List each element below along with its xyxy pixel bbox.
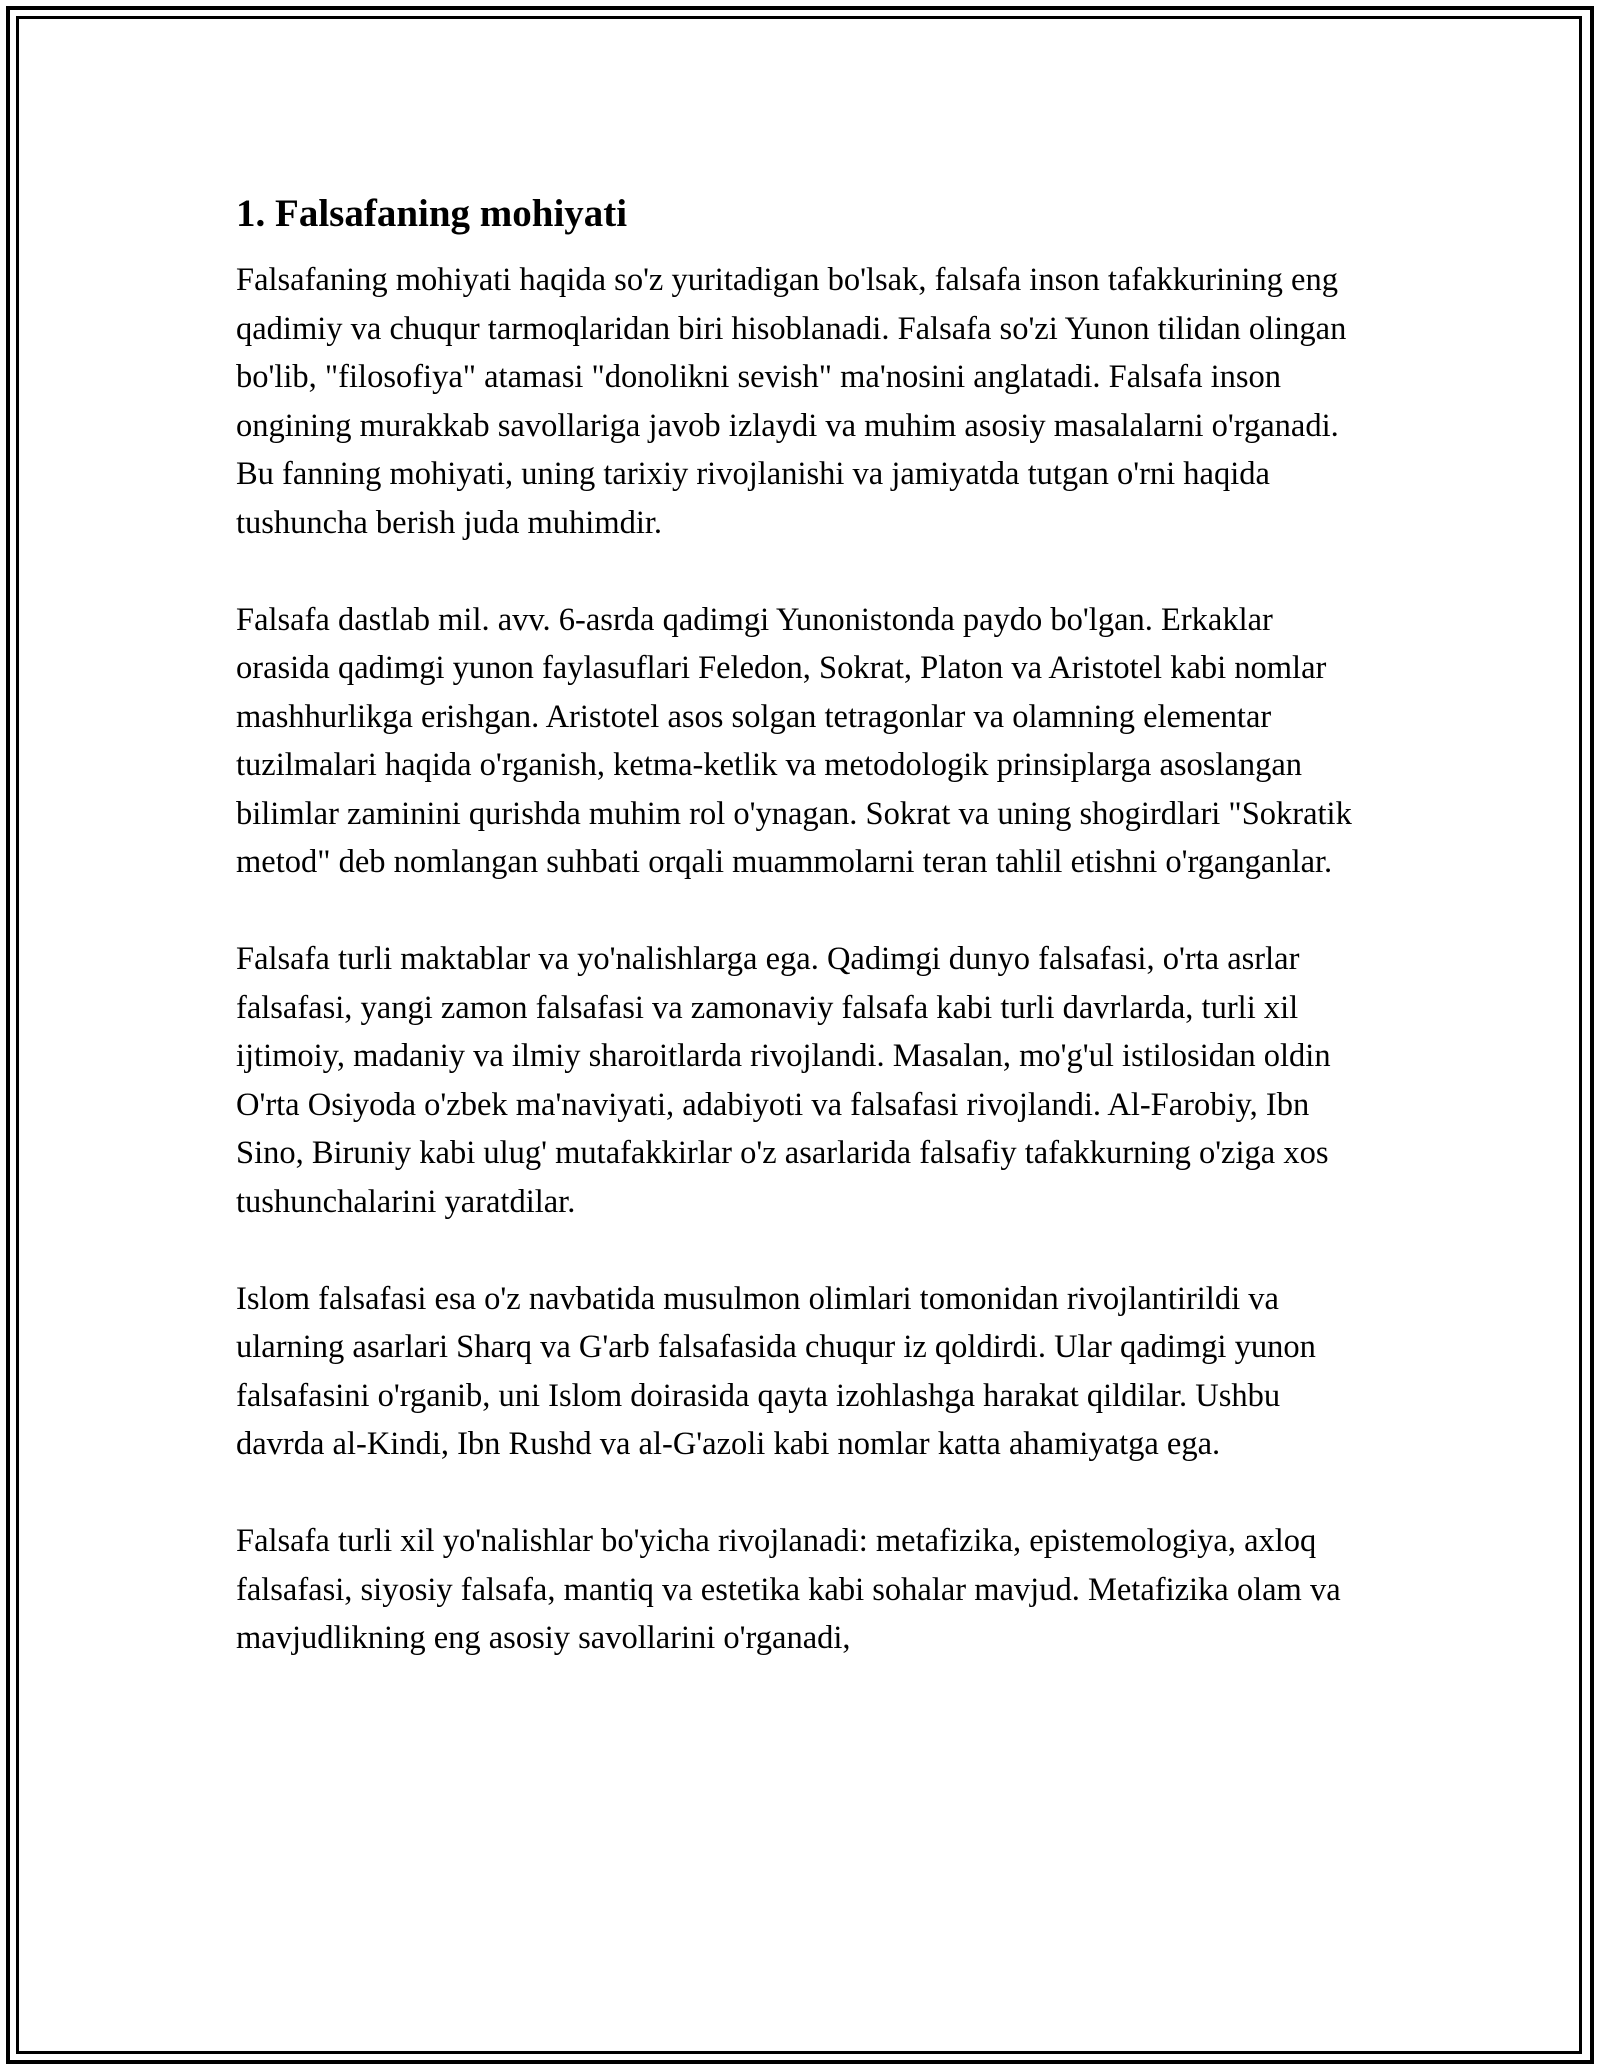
section-heading: 1. Falsafaning mohiyati: [236, 192, 628, 235]
paragraph-4: Islom falsafasi esa o'z navbatida musulmon olimlari tomonidan rivojlantirildi va ularning asarlari Sharq va G'arb falsafasida chuqur iz qoldirdi. Ular qadimgi yunon falsafasini o'rganib, uni Islom doirasida qayta izohlashga harakat qildilar. Ushbu davrda al-Kindi, Ibn Rushd va al-G'azoli kabi nomlar katta ahamiyatga ega.: [236, 1280, 1316, 1462]
paragraph-1: Falsafaning mohiyati haqida so'z yuritadigan bo'lsak, falsafa inson tafakkurining eng qadimiy va chuqur tarmoqlaridan biri hisoblanadi. Falsafa so'zi Yunon tilidan olingan bo'lib, "filosofiya" atamasi "donolikni sevish" ma'nosini anglatadi. Falsafa inson ongining murakkab savollariga javob izlaydi va muhim asosiy masalalarni o'rganadi. Bu fanning mohiyati, uning tarixiy rivojlanishi va jamiyatda tutgan o'rni haqida tushuncha berish juda muhimdir.: [236, 262, 1347, 541]
document-body: [236, 186, 1364, 1711]
paragraph-2: Falsafa dastlab mil. avv. 6-asrda qadimgi Yunonistonda paydo bo'lgan. Erkaklar orasida qadimgi yunon faylasuflari Feledon, Sokrat, Platon va Aristotel kabi nomlar mashhurlikga erishgan. Aristotel asos solgan tetragonlar va olamning elementar tuzilmalari haqida o'rganish, ketma-ketlik va metodologik prinsiplarga asoslangan bilimlar zaminini qurishda muhim rol o'ynagan. Sokrat va uning shogirdlari "Sokratik metod" deb nomlangan suhbati orqali muammolarni teran tahlil etishni o'rganganlar.: [236, 601, 1352, 880]
paragraph-3: Falsafa turli maktablar va yo'nalishlarga ega. Qadimgi dunyo falsafasi, o'rta asrlar falsafasi, yangi zamon falsafasi va zamonaviy falsafa kabi turli davrlarda, turli xil ijtimoiy, madaniy va ilmiy sharoitlarda rivojlandi. Masalan, mo'g'ul istilosidan oldin O'rta Osiyoda o'zbek ma'naviyati, adabiyoti va falsafasi rivojlandi. Al-Farobiy, Ibn Sino, Biruniy kabi ulug' mutafakkirlar o'z asarlarida falsafiy tafakkurning o'ziga xos tushunchalarini yaratdilar.: [236, 941, 1331, 1220]
paragraph-5: Falsafa turli xil yo'nalishlar bo'yicha rivojlanadi: metafizika, epistemologiya, axloq falsafasi, siyosiy falsafa, mantiq va estetika kabi sohalar mavjud. Metafizika olam va mavjudlikning eng asosiy savollarini o'rganadi,: [236, 1523, 1341, 1656]
